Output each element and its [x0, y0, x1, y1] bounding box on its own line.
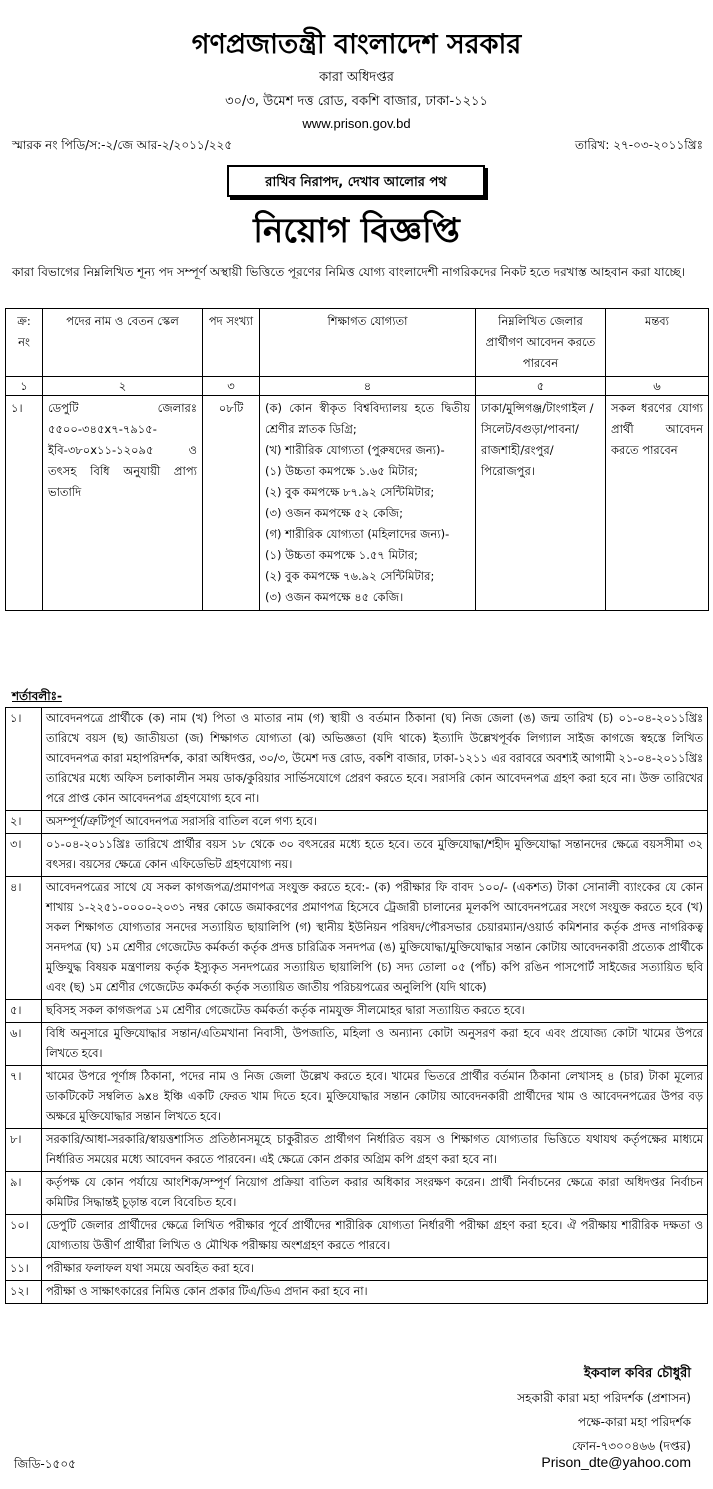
contact-email[interactable]: Prison_dte@yahoo.com [541, 1454, 691, 1470]
qualification-line: (খ) শারীরিক যোগ্যতা (পুরুষদের জন্য)- [265, 443, 445, 457]
condition-text: ডেপুটি জেলার প্রার্থীদের ক্ষেত্রে লিখিত পরীক্ষার পূর্বে প্রার্থীদের শারীরিক যোগ্যতা নির্ধারণী পরীক্ষা গ্রহণ করা হবে। ঐ পরীক্ষায় শারীরিক দক্ষতা ও যোগ্যতায় উত্তীর্ণ প্রার্থীরা লিখিত ও মৌখিক পরীক্ষায় অংশগ্রহণ করতে পারবে। [42, 1215, 708, 1258]
vacancy-table [5, 308, 709, 611]
condition-number: ১২। [6, 1281, 42, 1304]
signature-block [517, 1362, 691, 1458]
memo-number: স্মারক নং পিডি/স:-২/জে আর-২/২০১১/২২৫ [12, 138, 233, 152]
column-number-row [6, 377, 709, 396]
qualification-line: (২) বুক কমপক্ষে ৮৭.৯২ সেন্টিমিটার; [265, 485, 435, 499]
condition-text: খামের উপরে পূর্ণাঙ্গ ঠিকানা, পদের নাম ও নিজ জেলা উল্লেখ করতে হবে। খামের ভিতরে প্রার্থীর বর্তমান ঠিকানা লেখাসহ ৪ (চার) টাকা মূল্যের ডাকটিকেট সম্বলিত ৯x৪ ইঞ্চি একটি ফেরত খাম দিতে হবে। মুক্তিযোদ্ধার সন্তান কোটায় আবেদনকারী প্রার্থীদের খাম ও আবেদনপত্রের উপর বড় অক্ষরে মুক্তিযোদ্ধার সন্তান লিখতে হবে। [42, 1066, 708, 1129]
office-address: ৩০/৩, উমেশ দত্ত রোড, বকশি বাজার, ঢাকা-১২১১ [225, 94, 488, 109]
condition-item [6, 1066, 708, 1129]
condition-item [6, 1000, 708, 1023]
signatory-on-behalf: পক্ষে-কারা মহা পরিদর্শক [577, 1415, 691, 1429]
header-cell: মন্তব্য [606, 309, 709, 377]
conditions-list [5, 707, 708, 1304]
condition-number: ১১। [6, 1258, 42, 1281]
condition-item [6, 1258, 708, 1281]
serial-cell: ১। [6, 396, 43, 611]
qualification-line: (৩) ওজন কমপক্ষে ৪৫ কেজি। [265, 590, 404, 604]
column-number: ৫ [476, 377, 606, 396]
header-cell: শিক্ষাগত যোগ্যতা [260, 309, 476, 377]
condition-number: ১০। [6, 1215, 42, 1258]
condition-text: বিধি অনুসারে মুক্তিযোদ্ধার সন্তান/এতিমখানা নিবাসী, উপজাতি, মহিলা ও অন্যান্য কোটা অনুসরণ করা হবে এবং প্রযোজ্য কোটা খামের উপরে লিখতে হবে। [42, 1023, 708, 1066]
count-cell: ০৮টি [203, 396, 260, 611]
condition-text: কর্তৃপক্ষ যে কোন পর্যায়ে আংশিক/সম্পূর্ণ নিয়োগ প্রক্রিয়া বাতিল করার অধিকার সংরক্ষণ করেন। প্রার্থী নির্বাচনের ক্ষেত্রে কারা অধিদপ্তর নির্বাচন কমিটির সিদ্ধান্তই চূড়ান্ত বলে বিবেচিত হবে। [42, 1172, 708, 1215]
condition-text: আবেদনপত্রের সাথে যে সকল কাগজপত্র/প্রমাণপত্র সংযুক্ত করতে হবে:- (ক) পরীক্ষার ফি বাবদ ১০০/- (একশত) টাকা সোনালী ব্যাংকের যে কোন শাখায় ১-২২৫১-০০০০-২০৩১ নম্বর কোডে জমাকরণের প্রমাণপত্র হিসেবে ট্রেজারী চালানের মূলকপি আবেদনপত্রের সংগে সংযুক্ত করতে হবে (খ) সকল শিক্ষাগত যোগ্যতার সনদের সত্যায়িত ছায়ালিপি (গ) স্থানীয় ইউনিয়ন পরিষদ/পৌরসভার চেয়ারম্যান/ওয়ার্ড কমিশনার কর্তৃক প্রদত্ত নাগরিকত্ব সনদপত্র (ঘ) ১ম শ্রেণীর গেজেটেড কর্মকর্তা কর্তৃক প্রদত্ত চারিত্রিক সনদপত্র (ঙ) মুক্তিযোদ্ধা/মুক্তিযোদ্ধার সন্তান কোটায় আবেদনকারী প্রত্যেক প্রার্থীকে মুক্তিযুদ্ধ বিষয়ক মন্ত্রণালয় কর্তৃক ইস্যুকৃত সনদপত্রের সত্যায়িত ছায়ালিপি (চ) সদ্য তোলা ০৫ (পাঁচ) কপি রঙিন পাসপোর্ট সাইজের সত্যায়িত ছবি এবং (ছ) ১ম শ্রেণীর গেজেটেড কর্মকর্তা কর্তৃক সত্যায়িত জাতীয় পরিচয়পত্রের অনুলিপি (যদি থাকে) [42, 877, 708, 1000]
condition-text: আবেদনপত্রে প্রার্থীকে (ক) নাম (খ) পিতা ও মাতার নাম (গ) স্থায়ী ও বর্তমান ঠিকানা (ঘ) নিজ জেলা (ঙ) জন্ম তারিখ (চ) ০১-০৪-২০১১খ্রিঃ তারিখে বয়স (ছ) জাতীয়তা (জ) শিক্ষাগত যোগ্যতা (ঝ) অভিজ্ঞতা (যদি থাকে) ইত্যাদি উল্লেখপূর্বক লিগ্যাল সাইজ কাগজে স্বহস্তে লিখিত আবেদনপত্র কারা মহাপরিদর্শক, কারা অধিদপ্তর, ৩০/৩, উমেশ দত্ত রোড, বকশি বাজার, ঢাকা-১২১১ এর বরাবরে অবশ্যই আগামী ২১-০৪-২০১১খ্রিঃ তারিখের মধ্যে অফিস চলাকালীন সময় ডাক/কুরিয়ার সার্ভিসযোগে প্রেরণ করতে হবে। সরাসরি কোন আবেদনপত্র গ্রহণ করা হবে না। উক্ত তারিখের পরে প্রাপ্ত কোন আবেদনপত্র গ্রহণযোগ্য হবে না। [42, 708, 708, 811]
condition-text: ছবিসহ সকল কাগজপত্র ১ম শ্রেণীর গেজেটেড কর্মকর্তা কর্তৃক নামযুক্ত সীলমোহর দ্বারা সত্যায়িত করতে হবে। [42, 1000, 708, 1023]
page-title: নিয়োগ বিজ্ঞপ্তি [253, 211, 460, 251]
conditions-heading: শর্তাবলীঃ- [12, 689, 63, 703]
signatory-designation: সহকারী কারা মহা পরিদর্শক (প্রশাসন) [517, 1391, 691, 1405]
condition-number: ৩। [6, 834, 42, 877]
condition-number: ২। [6, 811, 42, 834]
website-link[interactable]: www.prison.gov.bd [302, 116, 411, 131]
qualification-line: (ক) কোন স্বীকৃত বিশ্ববিদ্যালয় হতে দ্বিতীয় শ্রেণীর স্নাতক ডিগ্রি; [265, 401, 470, 436]
qualification-line: (১) উচ্চতা কমপক্ষে ১.৫৭ মিটার; [265, 548, 418, 562]
condition-text: পরীক্ষা ও সাক্ষাৎকারের নিমিত্ত কোন প্রকার টিএ/ডিএ প্রদান করা হবে না। [42, 1281, 708, 1304]
condition-item [6, 1023, 708, 1066]
condition-number: ৭। [6, 1066, 42, 1129]
qualification-line: (১) উচ্চতা কমপক্ষে ১.৬৫ মিটার; [265, 464, 418, 478]
column-number: ২ [43, 377, 203, 396]
column-number: ৪ [260, 377, 476, 396]
districts-cell: ঢাকা/মুন্সিগঞ্জ/টাংগাইল /সিলেট/বগুড়া/পাবনা/ রাজশাহী/রংপুর/ পিরোজপুর। [476, 396, 606, 611]
government-heading: গণপ্রজাতন্ত্রী বাংলাদেশ সরকার [191, 29, 522, 60]
condition-number: ৬। [6, 1023, 42, 1066]
column-number: ৬ [606, 377, 709, 396]
header-cell: পদের নাম ও বেতন স্কেল [43, 309, 203, 377]
condition-item [6, 1281, 708, 1304]
signatory-name: ইকবাল কবির চৌধুরী [584, 1366, 691, 1381]
condition-item [6, 1129, 708, 1172]
intro-paragraph: কারা বিভাগের নিম্নলিখিত শূন্য পদ সম্পূর্ণ অস্থায়ী ভিত্তিতে পূরণের নিমিত্ত যোগ্য বাংলাদেশী নাগরিকদের নিকট হতে দরখাস্ত আহবান করা যাচ্ছে। [12, 265, 686, 279]
condition-item [6, 834, 708, 877]
condition-text: পরীক্ষার ফলাফল যথা সময়ে অবহিত করা হবে। [42, 1258, 708, 1281]
header-cell: নিম্নলিখিত জেলার প্রার্থীগণ আবেদন করতে পারবেন [476, 309, 606, 377]
gd-number: জিডি-১৫০৫ [14, 1457, 76, 1471]
table-header-row [6, 309, 709, 377]
slogan-box: রাখিব নিরাপদ, দেখাব আলোর পথ [227, 165, 485, 197]
condition-number: ১। [6, 708, 42, 811]
column-number: ১ [6, 377, 43, 396]
notice-date: তারিখ: ২৭-০৩-২০১১খ্রিঃ [574, 138, 703, 152]
signatory-phone: ফোন-৭৩০০৪৬৬ (দপ্তর) [571, 1439, 691, 1453]
qualification-line: (৩) ওজন কমপক্ষে ৫২ কেজি; [265, 506, 403, 520]
condition-number: ৮। [6, 1129, 42, 1172]
condition-number: ৯। [6, 1172, 42, 1215]
condition-number: ৫। [6, 1000, 42, 1023]
qualification-line: (গ) শারীরিক যোগ্যতা (মহিলাদের জন্য)- [265, 527, 450, 541]
remarks-cell: সকল ধরণের যোগ্য প্রার্থী আবেদন করতে পারবেন [606, 396, 709, 611]
table-row [6, 396, 709, 611]
header-cell: ক্র: নং [6, 309, 43, 377]
column-number: ৩ [203, 377, 260, 396]
condition-text: সরকারি/আধা-সরকারি/স্বায়ত্তশাসিত প্রতিষ্ঠানসমূহে চাকুরীরত প্রার্থীগণ নির্ধারিত বয়স ও শিক্ষাগত যোগ্যতার ভিত্তিতে যথাযথ কর্তৃপক্ষের মাধ্যমে নির্ধারিত সময়ের মধ্যে আবেদন করতে পারবেন। এই ক্ষেত্রে কোন প্রকার অগ্রিম কপি গ্রহণ করা হবে না। [42, 1129, 708, 1172]
condition-item [6, 708, 708, 811]
department-name: কারা অধিদপ্তর [319, 70, 394, 85]
condition-item [6, 811, 708, 834]
qualification-line: (২) বুক কমপক্ষে ৭৬.৯২ সেন্টিমিটার; [265, 569, 435, 583]
condition-item [6, 1215, 708, 1258]
condition-number: ৪। [6, 877, 42, 1000]
post-cell: ডেপুটি জেলারঃ ৫৫০০-৩৪৫x৭-৭৯১৫-ইবি-৩৮০x১১-১২০৯৫ ও তৎসহ বিধি অনুযায়ী প্রাপ্য ভাতাদি [43, 396, 203, 611]
condition-text: ০১-০৪-২০১১খ্রিঃ তারিখে প্রার্থীর বয়স ১৮ থেকে ৩০ বৎসরের মধ্যে হতে হবে। তবে মুক্তিযোদ্ধা/শহীদ মুক্তিযোদ্ধা সন্তানদের ক্ষেত্রে বয়সসীমা ৩২ বৎসর। বয়সের ক্ষেত্রে কোন এফিডেভিট গ্রহণযোগ্য নয়। [42, 834, 708, 877]
condition-item [6, 877, 708, 1000]
qualification-cell [260, 396, 476, 611]
condition-item [6, 1172, 708, 1215]
condition-text: অসম্পূর্ণ/ত্রুটিপূর্ণ আবেদনপত্র সরাসরি বাতিল বলে গণ্য হবে। [42, 811, 708, 834]
header-cell: পদ সংখ্যা [203, 309, 260, 377]
